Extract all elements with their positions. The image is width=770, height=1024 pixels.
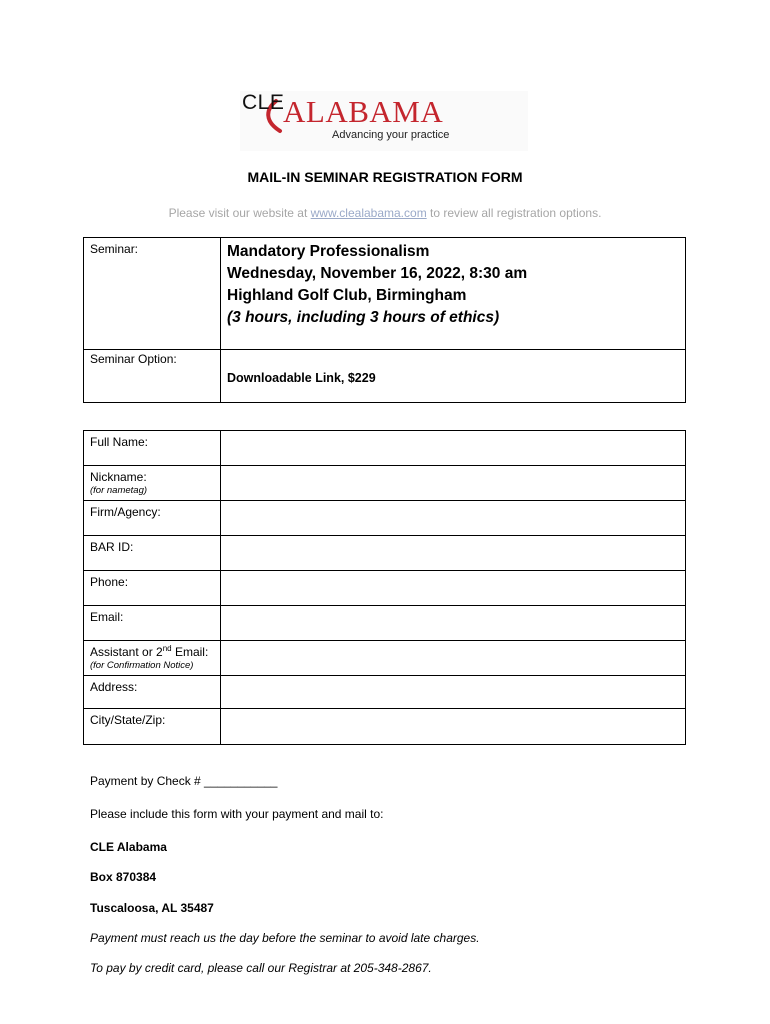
label-cell xyxy=(84,709,221,744)
full-name-label: Full Name: xyxy=(90,435,149,449)
nickname-note: (for nametag) xyxy=(90,485,148,496)
row-firm xyxy=(84,500,685,535)
phone-field[interactable] xyxy=(222,571,684,605)
label-cell xyxy=(84,571,221,605)
intro-before: Please visit our website at xyxy=(168,206,311,220)
label-cell xyxy=(84,501,221,535)
seminar-table-row-divider xyxy=(84,349,685,350)
row-city-state-zip xyxy=(84,708,685,744)
seminar-option-label: Seminar Option: xyxy=(90,352,177,366)
email-field[interactable] xyxy=(222,606,684,640)
mail-instruction: Please include this form with your payment and mail to: xyxy=(90,807,384,821)
logo-cle-text: CLE xyxy=(242,91,285,114)
cle-alabama-logo xyxy=(240,91,528,151)
seminar-label: Seminar: xyxy=(90,242,139,256)
phone-label: Phone: xyxy=(90,575,129,589)
nickname-field[interactable] xyxy=(222,466,684,500)
seminar-option-value: Downloadable Link, $229 xyxy=(227,371,376,385)
row-bar-id xyxy=(84,535,685,570)
bar-id-label: BAR ID: xyxy=(90,540,134,554)
registrant-table xyxy=(83,430,686,745)
row-full-name xyxy=(84,431,685,465)
seminar-hours: (3 hours, including 3 hours of ethics) xyxy=(227,309,500,326)
assistant-prefix: Assistant or 2 xyxy=(90,645,163,659)
intro-text xyxy=(0,206,770,220)
bar-id-field[interactable] xyxy=(222,536,684,570)
seminar-name: Mandatory Professionalism xyxy=(227,243,430,260)
form-title: MAIL-IN SEMINAR REGISTRATION FORM xyxy=(247,169,523,185)
assistant-suffix: Email: xyxy=(171,645,209,659)
row-assistant-email xyxy=(84,640,685,675)
label-cell xyxy=(84,676,221,708)
mail-org: CLE Alabama xyxy=(90,840,167,854)
website-link[interactable]: www.clealabama.com xyxy=(310,206,427,220)
assistant-email-note: (for Confirmation Notice) xyxy=(90,660,194,671)
mail-city: Tuscaloosa, AL 35487 xyxy=(90,901,214,915)
row-email xyxy=(84,605,685,640)
assistant-email-field[interactable] xyxy=(222,641,684,675)
label-cell xyxy=(84,466,221,500)
nickname-label: Nickname: xyxy=(90,470,147,484)
row-phone xyxy=(84,570,685,605)
label-cell xyxy=(84,606,221,640)
logo-tagline: Advancing your practice xyxy=(332,129,450,141)
firm-label: Firm/Agency: xyxy=(90,505,161,519)
assistant-sup: nd xyxy=(162,644,172,653)
firm-field[interactable] xyxy=(222,501,684,535)
seminar-date: Wednesday, November 16, 2022, 8:30 am xyxy=(227,265,528,282)
address-label: Address: xyxy=(90,680,138,694)
payment-check-line: Payment by Check # ___________ xyxy=(90,774,278,788)
city-state-zip-label: City/State/Zip: xyxy=(90,713,166,727)
address-field[interactable] xyxy=(222,676,684,708)
label-cell xyxy=(84,536,221,570)
label-cell xyxy=(84,431,221,465)
seminar-table xyxy=(83,237,686,403)
logo-alabama-text: ALABAMA xyxy=(283,94,444,129)
label-cell xyxy=(84,641,221,675)
seminar-location: Highland Golf Club, Birmingham xyxy=(227,287,467,304)
deadline-note: Payment must reach us the day before the seminar to avoid late charges. xyxy=(90,931,480,945)
row-address xyxy=(84,675,685,708)
row-nickname xyxy=(84,465,685,500)
city-state-zip-field[interactable] xyxy=(222,709,684,744)
intro-after: to review all registration options. xyxy=(426,206,602,220)
full-name-field[interactable] xyxy=(222,431,684,465)
email-label: Email: xyxy=(90,610,124,624)
mail-box: Box 870384 xyxy=(90,870,157,884)
assistant-email-label xyxy=(90,645,208,659)
credit-card-note: To pay by credit card, please call our Registrar at 205-348-2867. xyxy=(90,961,432,975)
seminar-table-divider xyxy=(220,238,221,402)
seminar-details xyxy=(227,241,527,329)
